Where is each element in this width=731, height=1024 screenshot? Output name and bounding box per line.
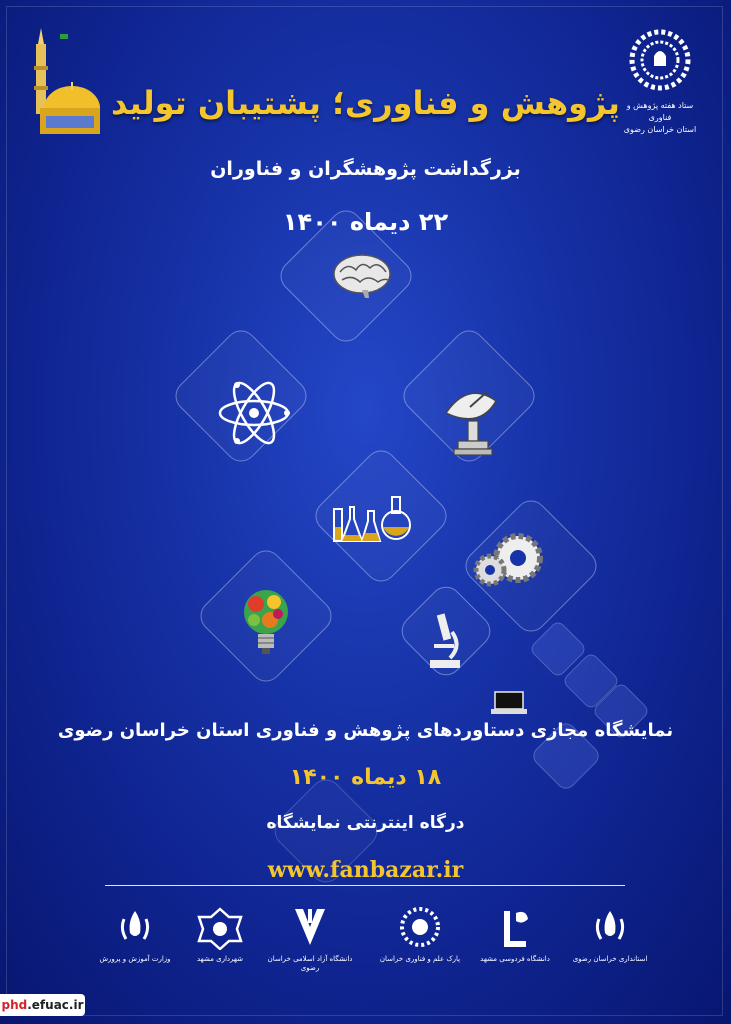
iran-emblem-icon	[565, 905, 655, 950]
azad-university-emblem-icon	[265, 905, 355, 950]
municipality-emblem-icon	[175, 905, 265, 950]
exhibition-title: نمایشگاه مجازی دستاوردهای پژوهش و فناوری استان خراسان رضوی	[57, 720, 674, 741]
footer-caption: استانداری خراسان رضوی	[572, 955, 648, 963]
brain-icon	[332, 252, 394, 300]
footer-logo-science-park	[375, 905, 465, 980]
watermark-link[interactable]	[0, 994, 85, 1016]
gears-icon	[472, 530, 548, 590]
logo-caption-2: استان خراسان رضوی	[623, 125, 697, 134]
exhibition-url-link[interactable]: www.fanbazar.ir	[267, 857, 464, 883]
science-park-emblem-icon	[375, 905, 465, 950]
ceremony-date: ۲۲ دیماه ۱۴۰۰	[282, 208, 449, 236]
exhibition-date: ۱۸ دیماه ۱۴۰۰	[289, 765, 442, 790]
footer-caption: شهرداری مشهد	[197, 955, 243, 963]
lightbulb-icon	[240, 588, 292, 658]
footer-logo-education	[90, 905, 180, 980]
logo-caption-1: ستاد هفته پژوهش و فناوری	[626, 101, 694, 122]
poster-subtitle: بزرگداشت پژوهشگران و فناوران	[210, 158, 521, 180]
footer-caption: دانشگاه آزاد اسلامی خراسان رضوی	[267, 955, 353, 972]
satellite-dish-icon	[440, 385, 500, 460]
laptop-icon	[490, 690, 528, 716]
divider	[105, 885, 625, 886]
poster-title: پژوهش و فناوری؛ پشتیبان تولید	[111, 84, 620, 122]
footer-logo-azad-university	[265, 905, 355, 980]
ferdowsi-university-emblem-icon	[470, 905, 560, 950]
footer-logo-mashhad-municipality	[175, 905, 265, 980]
atom-icon	[214, 378, 294, 448]
watermark-prefix: phd	[1, 998, 28, 1012]
footer-caption: پارک علم و فناوری خراسان	[379, 955, 461, 963]
watermark-suffix: .efuac.ir	[27, 998, 84, 1012]
portal-label: درگاه اینترنتی نمایشگاه	[266, 813, 465, 833]
lab-flasks-icon	[330, 495, 412, 545]
footer-logo-ferdowsi-university	[470, 905, 560, 980]
footer-logo-governorate	[565, 905, 655, 980]
footer-caption: وزارت آموزش و پرورش	[99, 955, 171, 963]
footer-caption: دانشگاه فردوسی مشهد	[480, 955, 550, 963]
iran-emblem-icon	[90, 905, 180, 950]
microscope-icon	[428, 612, 464, 670]
